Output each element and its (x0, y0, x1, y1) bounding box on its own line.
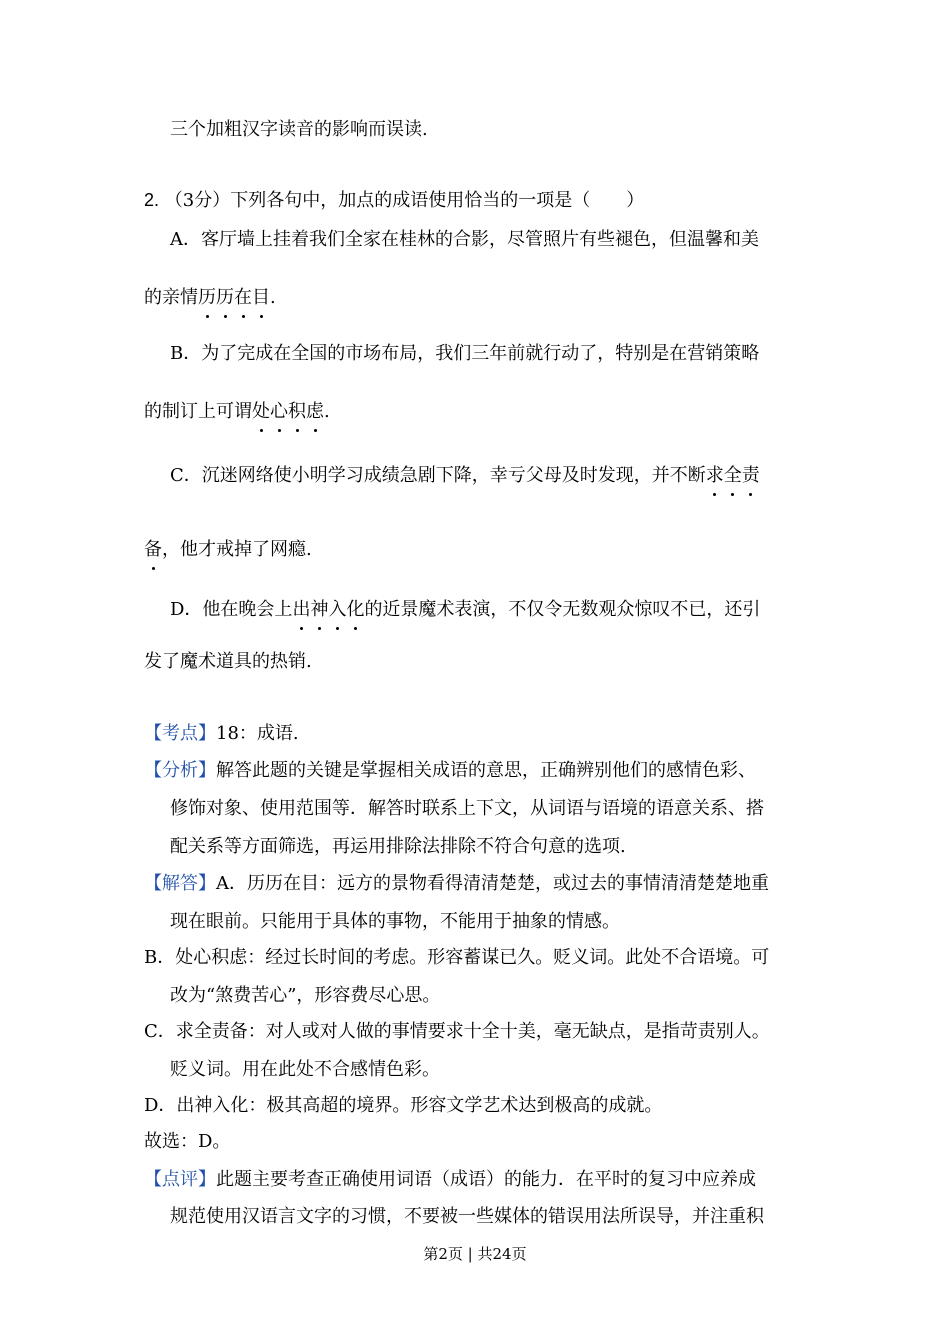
fenxi-tag: 【分析】 (144, 760, 216, 781)
jieda-text: A．历历在目：远方的景物看得清清楚楚，或过去的事情清清楚楚地重 (216, 873, 769, 894)
option-d-line-1 (170, 596, 760, 624)
dotted-char: 处 (252, 398, 270, 426)
option-c-line-2 (144, 536, 312, 564)
text-segment: C．沉迷网络使小明学习成绩急剧下降，幸亏父母及时发现，并不断 (170, 465, 706, 486)
dotted-char: 在 (234, 284, 252, 312)
dianping-tag: 【点评】 (144, 1169, 216, 1190)
fenxi-line-1 (144, 757, 756, 785)
dotted-char: 责 (742, 462, 760, 490)
option-d-line-2: 发了魔术道具的热销. (144, 651, 312, 672)
dotted-char: 历 (198, 284, 216, 312)
dotted-char: 积 (288, 398, 306, 426)
option-a-line-2 (144, 284, 276, 312)
jieda-line-1 (144, 870, 769, 898)
text-segment: 的近景魔术表演，不仅令无数观众惊叹不已，还引 (364, 599, 761, 620)
jieda-tag: 【解答】 (144, 873, 216, 894)
text-segment: . (324, 401, 330, 422)
text-segment: D．他在晚会上 (170, 599, 293, 620)
dotted-char: 求 (706, 462, 724, 490)
dianping-line-2: 规范使用汉语言文字的习惯，不要被一些媒体的错误用法所误导，并注重积 (170, 1206, 764, 1227)
option-c-line-1 (170, 462, 760, 490)
kaodian-line (144, 720, 299, 748)
option-a-line-1: A．客厅墙上挂着我们全家在桂林的合影，尽管照片有些褪色，但温馨和美 (170, 229, 759, 250)
fenxi-line-2: 修饰对象、使用范围等．解答时联系上下文，从词语与语境的语意关系、搭 (170, 798, 764, 819)
dotted-char: 入 (328, 596, 346, 624)
page-footer: 第2页 | 共24页 (423, 1245, 527, 1263)
text-segment: ，他才戒掉了网瘾. (162, 539, 312, 560)
fenxi-text: 解答此题的关键是掌握相关成语的意思，正确辨别他们的感情色彩、 (216, 760, 756, 781)
kaodian-text: 18：成语. (216, 723, 299, 744)
dotted-char: 神 (310, 596, 328, 624)
question-text: （3分）下列各句中，加点的成语使用恰当的一项是（ ） (164, 190, 645, 211)
option-b-line-2 (144, 398, 330, 426)
dotted-char: 历 (216, 284, 234, 312)
question-header (144, 186, 644, 215)
text-segment: 的制订上可谓 (144, 401, 252, 422)
kaodian-tag: 【考点】 (144, 723, 216, 744)
text-line: 三个加粗汉字读音的影响而误读. (170, 119, 428, 140)
option-b-line-1: B．为了完成在全国的市场布局，我们三年前就行动了，特别是在营销策略 (170, 343, 760, 364)
jieda-line-2: 现在眼前。只能用于具体的事物，不能用于抽象的情感。 (170, 911, 620, 932)
fenxi-line-3: 配关系等方面筛选，再运用排除法排除不符合句意的选项. (170, 836, 626, 857)
dotted-char: 虑 (306, 398, 324, 426)
question-number: 2. (144, 190, 160, 210)
dotted-char: 备 (144, 536, 162, 564)
dotted-char: 化 (346, 596, 364, 624)
dotted-char: 全 (724, 462, 742, 490)
answer-line: 故选：D。 (144, 1131, 231, 1152)
dotted-char: 心 (270, 398, 288, 426)
dotted-char: 出 (292, 596, 310, 624)
dianping-text: 此题主要考查正确使用词语（成语）的能力．在平时的复习中应养成 (216, 1169, 756, 1190)
jieda-b-line-2: 改为“煞费苦心”，形容费尽心思。 (170, 985, 441, 1006)
jieda-c-line-2: 贬义词。用在此处不合感情色彩。 (170, 1059, 440, 1080)
jieda-c-line-1: C．求全责备：对人或对人做的事情要求十全十美，毫无缺点，是指苛责别人。 (144, 1021, 770, 1042)
text-segment: . (270, 287, 276, 308)
dianping-line-1 (144, 1166, 756, 1194)
dotted-char: 目 (252, 284, 270, 312)
jieda-d-line: D．出神入化：极其高超的境界。形容文学艺术达到极高的成就。 (144, 1095, 663, 1116)
text-segment: 的亲情 (144, 287, 198, 308)
jieda-b-line-1: B．处心积虑：经过长时间的考虑。形容蓄谋已久。贬义词。此处不合语境。可 (144, 947, 770, 968)
